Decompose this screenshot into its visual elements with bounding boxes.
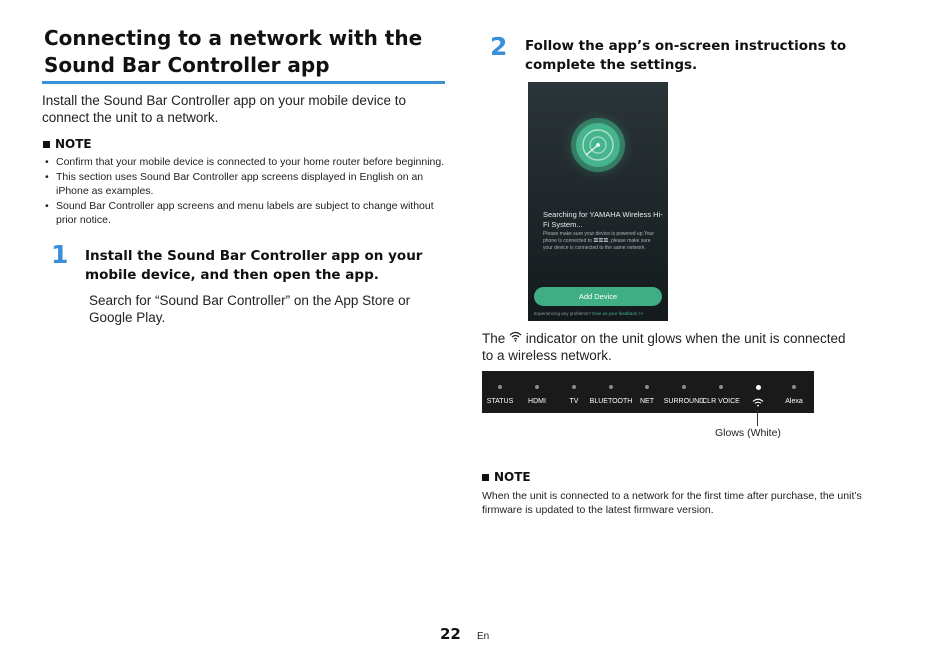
- wifi-icon: [752, 398, 764, 407]
- note-list: [44, 155, 446, 228]
- app-screenshot: [528, 82, 668, 321]
- note-heading-right: [482, 470, 531, 484]
- page-language: En: [477, 631, 490, 642]
- indicator-light: [498, 385, 502, 389]
- indicator-bluetooth: [591, 371, 631, 413]
- indicator-label: Alexa: [785, 398, 803, 405]
- feedback-link[interactable]: Give us your feedback >>: [592, 311, 644, 316]
- indicator-hdmi: [517, 371, 557, 413]
- indicator-label: STATUS: [486, 398, 514, 405]
- indicator-label: CLR VOICE: [702, 398, 740, 405]
- page-number: 22: [440, 625, 461, 643]
- indicator-light: [609, 385, 613, 389]
- callout-line: [757, 410, 758, 426]
- step-heading-1: Install the Sound Bar Controller app on your mobile device, and then open the app.: [85, 248, 423, 283]
- indicator-text-after: indicator on the unit glows when the unit is connected to a wireless network.: [482, 331, 846, 363]
- note-heading-left: [43, 137, 92, 151]
- indicator-label: SURROUND: [663, 398, 705, 405]
- intro-text: Install the Sound Bar Controller app on your mobile device to connect the unit to a network.: [42, 93, 406, 125]
- note-item: • Confirm that your mobile device is connected to your home router before beginning.: [44, 155, 446, 170]
- indicator-surround: [664, 371, 704, 413]
- note-text-right: When the unit is connected to a network for the first time after purchase, the unit’s firmware is updated to the latest firmware version.: [482, 490, 862, 516]
- indicator-clr-voice: [701, 371, 741, 413]
- indicator-status: [480, 371, 520, 413]
- note-heading-label: NOTE: [55, 137, 92, 151]
- indicator-light: [719, 385, 723, 389]
- note-heading-label: NOTE: [494, 470, 531, 484]
- indicator-light: [535, 385, 539, 389]
- indicator-label: HDMI: [528, 398, 546, 405]
- note-item: • Sound Bar Controller app screens and menu labels are subject to change without prior notice.: [44, 199, 446, 228]
- radar-scan-icon: [528, 82, 668, 202]
- page-title: Connecting to a network with the Sound Bar Controller app: [44, 26, 423, 77]
- indicator-tv: [554, 371, 594, 413]
- indicator-light: [792, 385, 796, 389]
- indicator-alexa: [774, 371, 814, 413]
- wifi-icon: [509, 331, 522, 342]
- phone-footer-text: Experiencing any problems?: [534, 311, 591, 316]
- indicator-text-before: The: [482, 331, 506, 346]
- square-bullet-icon: [43, 141, 50, 148]
- front-panel: [482, 371, 814, 413]
- phone-hint-text: Please make sure your device is powered up.Your phone is connected to 〓〓〓, please make sure your device is connected to the same network: [543, 231, 654, 251]
- indicator-light: [572, 385, 576, 389]
- indicator-light-lit: [756, 385, 761, 390]
- step-number-2: 2: [490, 32, 508, 61]
- indicator-label: TV: [569, 398, 579, 405]
- indicator-label: BLUETOOTH: [589, 398, 633, 405]
- step-body-1: Search for “Sound Bar Controller” on the App Store or Google Play.: [89, 293, 411, 325]
- title-underline: [42, 81, 445, 84]
- step-heading-2: Follow the app’s on-screen instructions to complete the settings.: [525, 38, 847, 73]
- add-device-button[interactable]: Add Device: [534, 287, 662, 306]
- indicator-light: [645, 385, 649, 389]
- indicator-net: [627, 371, 667, 413]
- phone-footer: [534, 311, 666, 317]
- indicator-label: NET: [640, 398, 654, 405]
- note-item: • This section uses Sound Bar Controller app screens displayed in English on an iPhone as examples.: [44, 170, 446, 199]
- indicator-wifi: [738, 371, 778, 413]
- step-number-1: 1: [51, 240, 69, 269]
- searching-text: Searching for YAMAHA Wireless Hi-Fi System...: [543, 210, 663, 229]
- callout-label: Glows (White): [715, 427, 781, 439]
- indicator-light: [682, 385, 686, 389]
- indicator-sentence: [482, 330, 852, 364]
- square-bullet-icon: [482, 474, 489, 481]
